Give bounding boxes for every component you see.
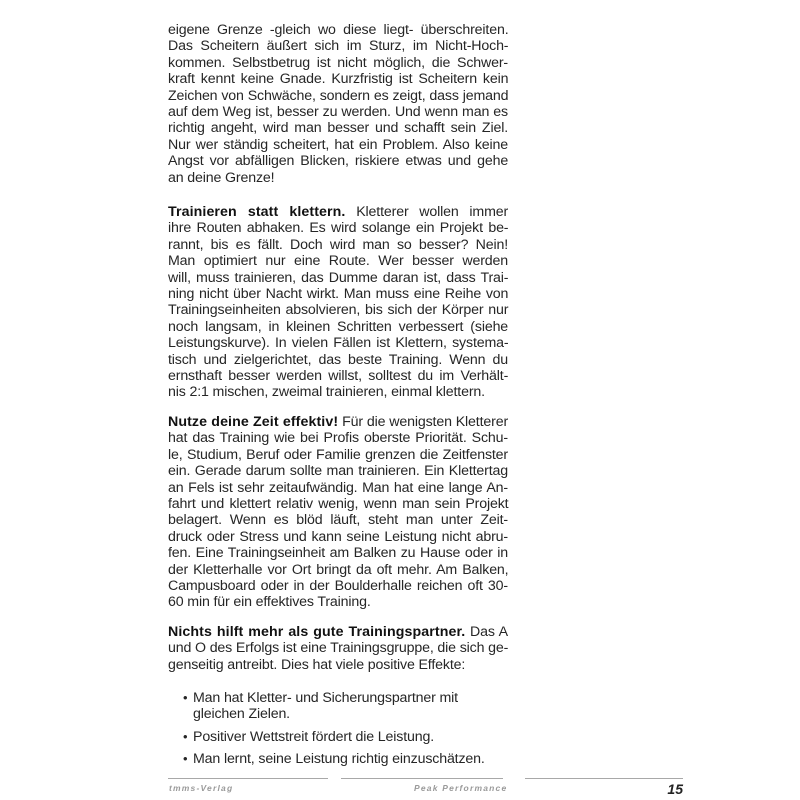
paragraph-heading: Nichts hilft mehr als gute Trainingspartner. (168, 624, 466, 640)
footer-publisher: tmms-Verlag (169, 783, 234, 793)
text-line (168, 414, 508, 430)
text-line: Angst vor abfälligen Blicken, riskiere etwas und gehe (168, 153, 509, 170)
text-line: gleichen Zielen. (193, 706, 290, 723)
text-line: richtig angeht, wird man besser und schafft sein Ziel. (168, 120, 508, 137)
text-line: kraft kennt keine Gnade. Kurzfristig ist Scheitern kein (168, 71, 509, 88)
text-run: Für die wenigsten Kletterer (338, 414, 509, 430)
text-line: fahrt und klettert relativ wenig, wenn man sein Projekt (168, 495, 509, 512)
text-line: will, muss trainieren, das Dumme daran ist, dass Trai- (168, 269, 509, 286)
text-line: Man lernt, seine Leistung richtig einzuschätzen. (193, 751, 485, 768)
text-line: eigene Grenze -gleich wo diese liegt- überschreiten. (168, 22, 509, 38)
paragraph (168, 204, 508, 401)
footer-rule-right (525, 778, 683, 779)
text-line: Trainingseinheiten absolvieren, bis sich der Körper nur (168, 302, 509, 319)
paragraph (168, 624, 508, 673)
text-line: genseitig antreibt. Dies hat viele positive Effekte: (168, 656, 466, 673)
bullet-icon: • (183, 728, 188, 744)
text-run: Das A (465, 624, 508, 640)
text-line: fen. Eine Trainingseinheit am Balken zu Hause oder in (168, 545, 508, 562)
bullet-icon: • (183, 690, 188, 705)
text-line: Leistungskurve). In vielen Fällen ist Klettern, systema- (168, 335, 509, 352)
paragraph-heading: Trainieren statt klettern. (168, 204, 346, 220)
text-line: le, Studium, Beruf oder Familie grenzen die Zeitfenster (168, 446, 508, 463)
text-line: an Fels ist sehr zeitaufwändig. Man hat eine lange An- (168, 479, 508, 496)
text-run: Kletterer wollen immer (345, 204, 509, 220)
text-line: belagert. Wenn es blöd läuft, steht man unter Zeit- (168, 512, 508, 529)
page-number: 15 (667, 781, 683, 797)
text-line: an deine Grenze! (168, 169, 275, 186)
paragraph (168, 414, 508, 611)
text-line: hat das Training wie bei Profis oberste Priorität. Schu- (168, 430, 508, 447)
text-line: Zeichen von Schwäche, sondern es zeigt, dass jemand (168, 87, 509, 104)
text-line: nis 2:1 mischen, zweimal trainieren, einmal klettern. (168, 384, 485, 401)
bullet-item (168, 729, 508, 745)
text-line: Nur wer ständig scheitert, hat ein Problem. Also keine (168, 136, 508, 153)
text-line: Positiver Wettstreit fördert die Leistung. (193, 728, 435, 745)
text-line: noch langsam, in kleinen Schritten verbessert (siehe (168, 318, 509, 335)
bullet-icon: • (183, 751, 188, 767)
text-line: Man hat Kletter- und Sicherungspartner mit (193, 690, 458, 706)
footer-rule-center (341, 778, 503, 779)
text-line: ning nicht über Nacht wirkt. Man muss eine Reihe von (168, 285, 509, 302)
bullet-item (168, 690, 508, 723)
text-line: und O des Erfolgs ist eine Trainingsgruppe, die sich ge- (168, 640, 509, 657)
text-line (168, 624, 508, 640)
text-line: auf dem Weg ist, besser zu werden. Und wenn man es (168, 103, 508, 120)
paragraph-heading: Nutze deine Zeit effektiv! (168, 414, 339, 430)
text-line (168, 204, 508, 220)
paragraph (168, 22, 508, 186)
text-line: Campusboard oder in der Boulderhalle reichen oft 30- (168, 577, 508, 594)
bullet-list (168, 690, 508, 774)
text-line: ernsthaft besser werden willst, solltest du im Verhält- (168, 367, 509, 384)
text-line: Man optimiert nur eine Route. Wer besser werden (168, 253, 508, 270)
footer-book-title: Peak Performance (414, 783, 508, 793)
footer-rule-left (168, 778, 328, 779)
text-line: 60 min für ein effektives Training. (168, 594, 371, 611)
text-line: Das Scheitern äußert sich im Sturz, im Nicht-Hoch- (168, 38, 509, 55)
text-line: kommen. Selbstbetrug ist nicht möglich, die Schwer- (168, 54, 508, 71)
text-line: druck oder Stress und kann seine Leistung nicht abru- (168, 528, 508, 545)
text-line: der Kletterhalle vor Ort bringt da oft mehr. Am Balken, (168, 561, 509, 578)
text-line: rannt, bis es fällt. Doch wird man so besser? Nein! (168, 236, 508, 253)
bullet-item (168, 751, 508, 767)
text-line: tisch und zielgerichtet, das beste Training. Wenn du (168, 351, 508, 368)
text-line: ein. Gerade darum sollte man trainieren. Ein Klettertag (168, 463, 508, 480)
text-line: ihre Routen abhaken. Es wird solange ein Projekt be- (168, 220, 509, 237)
